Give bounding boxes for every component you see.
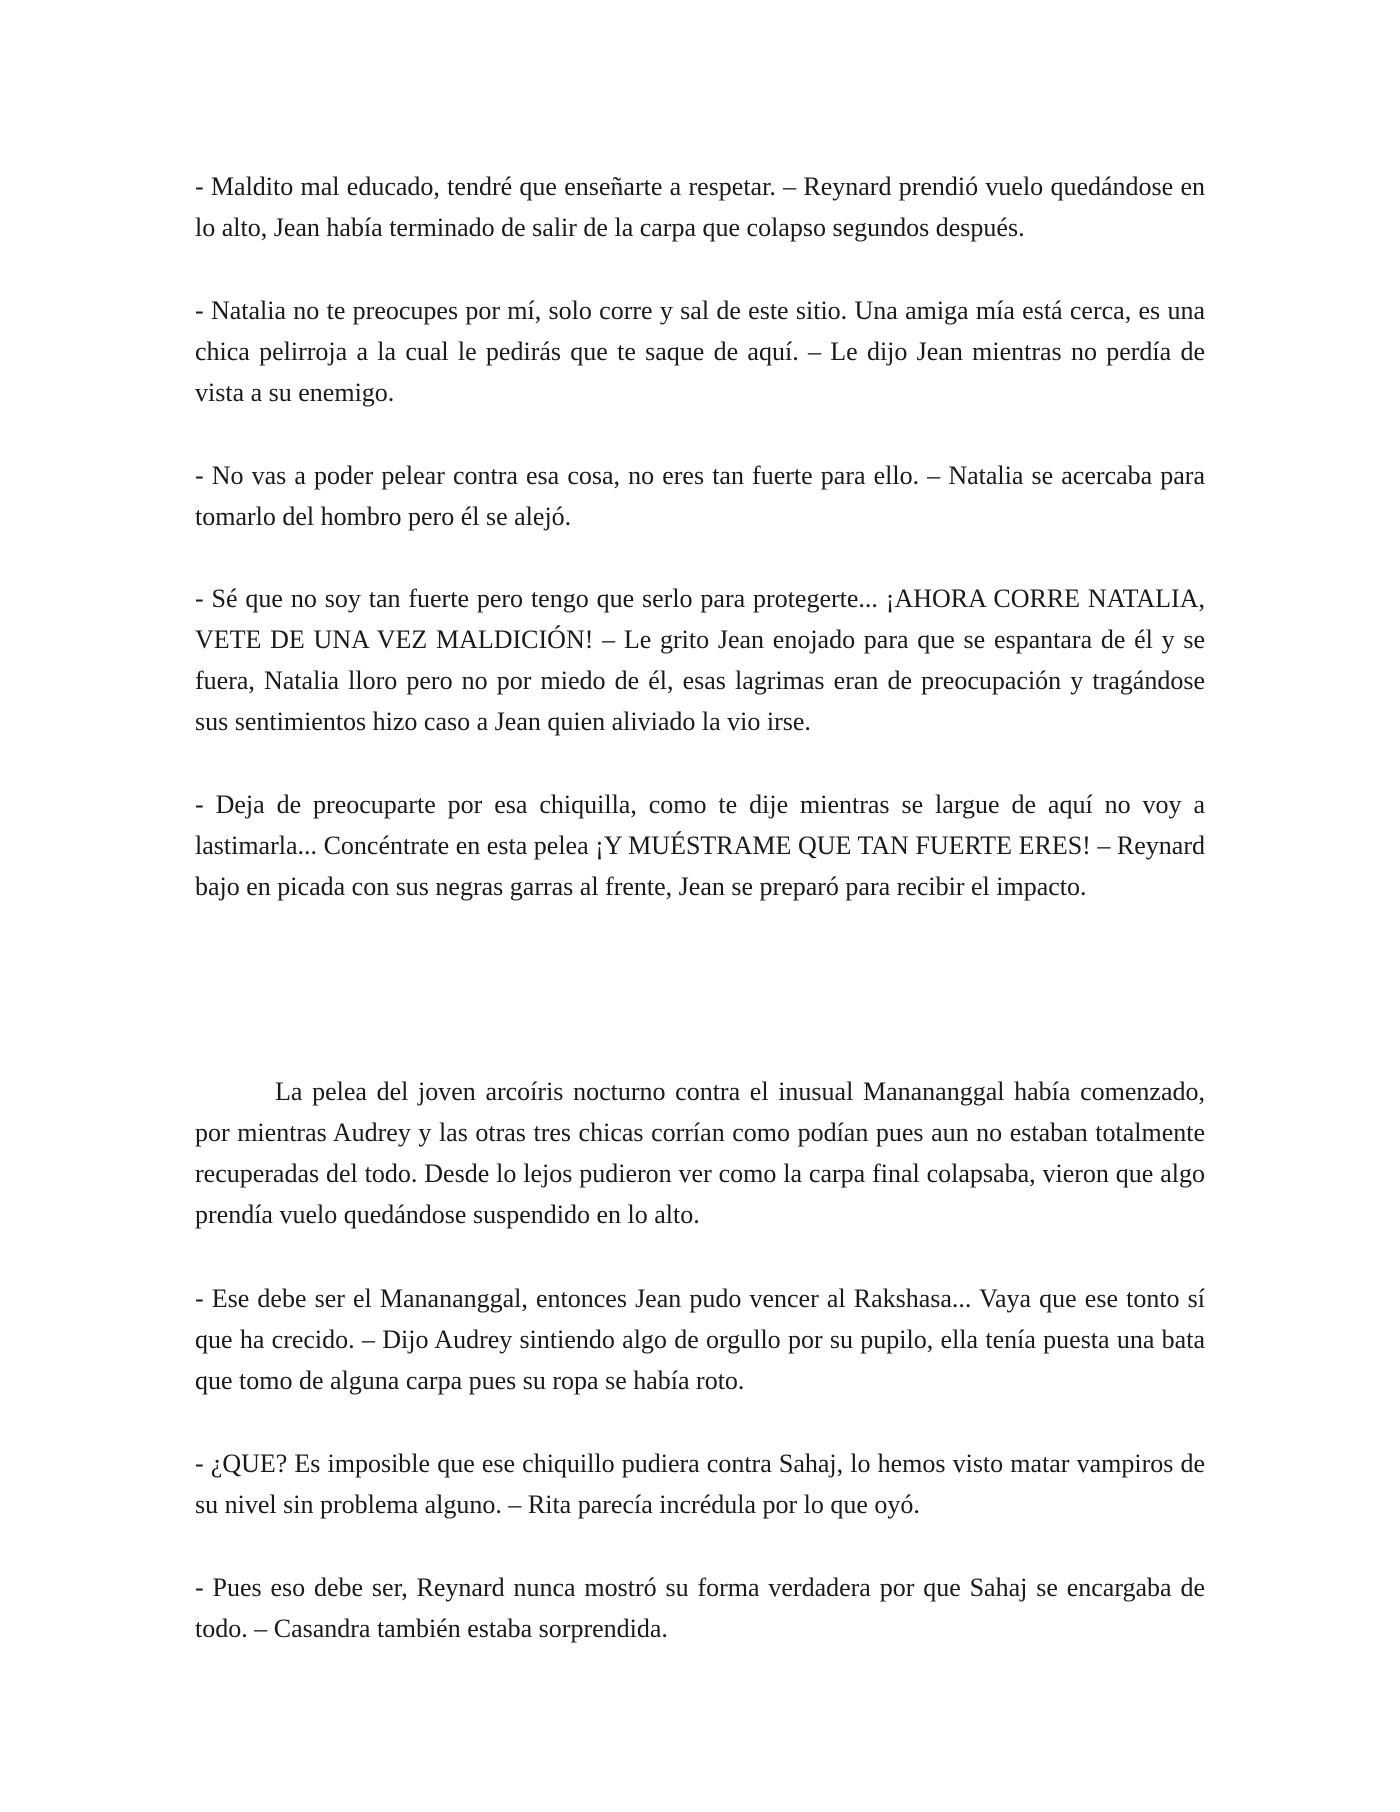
paragraph-8 bbox=[195, 1443, 1205, 1525]
paragraph-2 bbox=[195, 290, 1205, 413]
paragraph-text: - Natalia no te preocupes por mí, solo corre y sal de este sitio. Una amiga mía está cerca, es una chica pelirroja a la cual le pedirás que te saque de aquí. – Le dijo Jean mientras no perdía de vista a su enemigo. bbox=[195, 296, 1205, 407]
paragraph-1 bbox=[195, 166, 1205, 248]
paragraph-6 bbox=[195, 1071, 1205, 1235]
paragraph-text: - Ese debe ser el Manananggal, entonces Jean pudo vencer al Rakshasa... Vaya que ese tonto sí que ha crecido. – Dijo Audrey sintiendo algo de orgullo por su pupilo, ella tenía puesta una bata que tomo de alguna carpa pues su ropa se había roto. bbox=[195, 1284, 1205, 1395]
paragraph-3 bbox=[195, 455, 1205, 537]
paragraph-7 bbox=[195, 1278, 1205, 1401]
paragraph-4 bbox=[195, 578, 1205, 742]
paragraph-text: - Sé que no soy tan fuerte pero tengo que serlo para protegerte... ¡AHORA CORRE NATALIA, VETE DE UNA VEZ MALDICIÓN! – Le grito Jean enojado para que se espantara de él y se fuera, Natalia lloro pero no por miedo de él, esas lagrimas eran de preocupación y tragándose sus sentimientos hizo caso a Jean quien aliviado la vio irse. bbox=[195, 584, 1205, 736]
paragraph-text: - Deja de preocuparte por esa chiquilla, como te dije mientras se largue de aquí no voy a lastimarla... Concéntrate en esta pelea ¡Y MUÉSTRAME QUE TAN FUERTE ERES! – Reynard bajo en picada con sus negras garras al frente, Jean se preparó para recibir el impacto. bbox=[195, 790, 1205, 901]
paragraph-text: - Pues eso debe ser, Reynard nunca mostró su forma verdadera por que Sahaj se encargaba de todo. – Casandra también estaba sorprendida. bbox=[195, 1573, 1205, 1643]
paragraph-text: - Maldito mal educado, tendré que enseñarte a respetar. – Reynard prendió vuelo quedándose en lo alto, Jean había terminado de salir de la carpa que colapso segundos después. bbox=[195, 172, 1205, 242]
paragraph-5 bbox=[195, 784, 1205, 907]
paragraph-text: - ¿QUE? Es imposible que ese chiquillo pudiera contra Sahaj, lo hemos visto matar vampiros de su nivel sin problema alguno. – Rita parecía incrédula por lo que oyó. bbox=[195, 1449, 1205, 1519]
paragraph-text: - No vas a poder pelear contra esa cosa, no eres tan fuerte para ello. – Natalia se acercaba para tomarlo del hombro pero él se alejó. bbox=[195, 461, 1205, 531]
paragraph-text: La pelea del joven arcoíris nocturno contra el inusual Manananggal había comenzado, por mientras Audrey y las otras tres chicas corrían como podían pues aun no estaban totalmente recuperadas del todo. Desde lo lejos pudieron ver como la carpa final colapsaba, vieron que algo prendía vuelo quedándose suspendido en lo alto. bbox=[195, 1077, 1205, 1229]
paragraph-9 bbox=[195, 1567, 1205, 1649]
